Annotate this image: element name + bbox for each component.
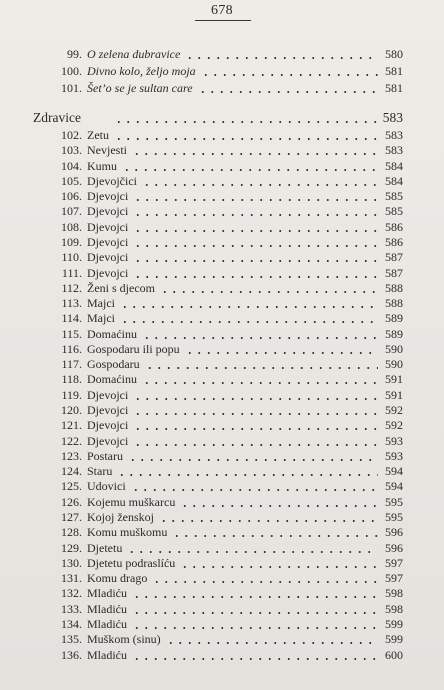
entry-number: 118.	[61, 372, 82, 387]
entry-title: Šet’o se je sultan care	[87, 81, 193, 95]
entry-page-number: 589	[385, 326, 403, 341]
entry-title: Domaćinu	[87, 372, 137, 387]
entry-number: 129.	[61, 540, 82, 555]
dot-leader	[120, 306, 378, 308]
entry-number: 126.	[61, 494, 82, 509]
dot-leader	[133, 199, 378, 201]
dot-leader	[198, 91, 378, 93]
dot-leader	[160, 291, 378, 293]
entry-title: Staru	[87, 464, 113, 479]
entry-number: 102.	[61, 128, 82, 142]
dot-leader	[142, 382, 378, 384]
dot-leader	[145, 367, 378, 369]
entry-title: Djevojci	[87, 433, 129, 448]
entry-title: Djevojčici	[87, 173, 137, 188]
entry-title: Mladiću	[87, 647, 127, 662]
dot-leader	[166, 642, 378, 644]
entry-page-number: 583	[385, 143, 403, 158]
toc-entry	[0, 46, 444, 63]
dot-leader	[172, 535, 378, 537]
entry-number: 124.	[61, 464, 82, 479]
entry-title: Djevojci	[87, 403, 129, 418]
entry-title: Kojoj ženskoj	[87, 510, 154, 524]
entry-number: 105.	[61, 173, 82, 188]
dot-leader	[133, 276, 378, 278]
entry-title: Mladiću	[87, 601, 127, 616]
dot-leader	[133, 245, 378, 247]
entry-title: Zetu	[87, 128, 109, 142]
entry-page-number: 594	[385, 464, 403, 479]
entry-number: 113.	[61, 296, 82, 311]
entry-number: 127.	[61, 510, 82, 524]
toc-entry	[0, 63, 444, 80]
toc-entry	[0, 80, 444, 97]
entry-number: 122.	[61, 433, 82, 448]
dot-leader	[117, 474, 378, 476]
entry-title: Djevojci	[87, 189, 129, 204]
dot-leader	[201, 74, 378, 76]
entry-number: 115.	[61, 326, 82, 341]
entry-title: Majci	[87, 296, 115, 311]
entry-page-number: 598	[385, 586, 403, 601]
entry-page-number: 586	[385, 219, 403, 234]
entry-page-number: 591	[385, 387, 403, 402]
entry-title: Kojemu muškarcu	[87, 494, 176, 509]
entry-title: Djetetu podraslíću	[87, 555, 176, 570]
page-number: 678	[211, 3, 233, 18]
entry-title: Djevojci	[87, 204, 129, 219]
entry-title: Djevojci	[87, 418, 129, 433]
dot-leader	[133, 230, 378, 232]
entry-page-number: 598	[385, 601, 403, 616]
entry-title: Postaru	[87, 448, 123, 463]
dot-leader	[133, 260, 378, 262]
entry-number: 117.	[61, 357, 82, 372]
dot-leader	[114, 138, 378, 140]
dot-leader	[142, 337, 378, 339]
dot-leader	[120, 321, 378, 323]
entry-title: Komu drago	[87, 571, 148, 586]
entry-number: 116.	[61, 341, 82, 356]
entry-page-number: 587	[385, 250, 403, 265]
entry-title: Djetetu	[87, 540, 123, 555]
entry-number: 108.	[61, 219, 82, 234]
entry-number: 133.	[61, 601, 82, 616]
entry-title: Djevojci	[87, 387, 129, 402]
dot-leader	[133, 214, 378, 216]
dot-leader	[131, 489, 378, 491]
entry-number: 132.	[61, 586, 82, 601]
dot-leader	[128, 459, 378, 461]
dot-leader	[132, 153, 378, 155]
entry-number: 131.	[61, 571, 82, 586]
entry-number: 134.	[61, 616, 82, 631]
entry-number: 119.	[61, 387, 82, 402]
entry-title: Mladiću	[87, 586, 127, 601]
entry-page-number: 593	[385, 448, 403, 463]
entry-page-number: 595	[385, 494, 403, 509]
dot-leader	[159, 520, 378, 522]
entry-page-number: 585	[385, 189, 403, 204]
entry-title: Djevojci	[87, 234, 129, 249]
entry-page-number: 590	[385, 341, 403, 356]
entry-page-number: 599	[385, 632, 403, 647]
entry-page-number: 583	[385, 128, 403, 142]
entry-page-number: 584	[385, 158, 403, 173]
entry-title: Domaćinu	[87, 326, 137, 341]
dot-leader	[185, 352, 378, 354]
dot-leader	[133, 428, 378, 430]
entry-title: Udovici	[87, 479, 126, 494]
entry-page-number: 594	[385, 479, 403, 494]
entry-page-number: 591	[385, 372, 403, 387]
entry-page-number: 597	[385, 555, 403, 570]
entry-number: 100.	[61, 64, 82, 78]
entry-title: Muškom (sinu)	[87, 632, 161, 647]
entry-page-number: 586	[385, 234, 403, 249]
section-title: Zdravice	[33, 110, 81, 125]
entry-number: 136.	[61, 647, 82, 662]
entry-title: Ženi s djecom	[87, 280, 155, 295]
dot-leader	[132, 627, 378, 629]
entry-title: Divno kolo, željo moja	[87, 64, 196, 78]
entry-page-number: 588	[385, 296, 403, 311]
toc-entry	[0, 647, 444, 664]
entry-page-number: 588	[385, 280, 403, 295]
entry-title: Gospodaru ili popu	[87, 341, 180, 356]
entry-number: 106.	[61, 189, 82, 204]
entry-number: 114.	[61, 311, 82, 326]
entry-number: 112.	[61, 280, 82, 295]
entry-page-number: 580	[385, 47, 403, 61]
dot-leader	[132, 596, 378, 598]
dot-leader	[133, 398, 378, 400]
dot-leader	[127, 551, 378, 553]
entry-title: Nevjesti	[87, 143, 127, 158]
entry-page-number: 592	[385, 403, 403, 418]
entry-page-number: 590	[385, 357, 403, 372]
dot-leader	[133, 413, 378, 415]
dot-leader	[152, 581, 378, 583]
entry-number: 125.	[61, 479, 82, 494]
entry-number: 101.	[61, 81, 82, 95]
entry-page-number: 593	[385, 433, 403, 448]
section-heading	[0, 109, 444, 127]
page-number-rule	[195, 20, 251, 21]
entry-page-number: 581	[385, 64, 403, 78]
dot-leader	[180, 566, 378, 568]
entry-page-number: 587	[385, 265, 403, 280]
dot-leader	[132, 658, 378, 660]
entry-page-number: 584	[385, 173, 403, 188]
dot-leader	[142, 184, 378, 186]
entry-number: 123.	[61, 448, 82, 463]
entry-page-number: 585	[385, 204, 403, 219]
entry-page-number: 595	[385, 510, 403, 524]
entry-number: 107.	[61, 204, 82, 219]
dot-leader	[114, 121, 377, 123]
dot-leader	[185, 57, 378, 59]
entry-number: 128.	[61, 525, 82, 540]
entry-title: Djevojci	[87, 219, 129, 234]
entry-title: Djevojci	[87, 250, 129, 265]
entry-page-number: 597	[385, 571, 403, 586]
entry-title: Djevojci	[87, 265, 129, 280]
entry-title: Gospodaru	[87, 357, 140, 372]
entry-number: 135.	[61, 632, 82, 647]
dot-leader	[133, 444, 378, 446]
entry-title: Majci	[87, 311, 115, 326]
entry-page-number: 599	[385, 616, 403, 631]
entry-page-number: 581	[385, 81, 403, 95]
entry-number: 110.	[61, 250, 82, 265]
entry-number: 111.	[61, 265, 82, 280]
entry-page-number: 589	[385, 311, 403, 326]
entry-title: Kumu	[87, 158, 117, 173]
entry-number: 120.	[61, 403, 82, 418]
dot-leader	[132, 612, 378, 614]
entry-title: Mladiću	[87, 616, 127, 631]
entry-page-number: 596	[385, 540, 403, 555]
dot-leader	[122, 169, 378, 171]
entry-number: 103.	[61, 143, 82, 158]
section-page-number: 583	[382, 110, 403, 125]
entry-page-number: 592	[385, 418, 403, 433]
entry-page-number: 596	[385, 525, 403, 540]
entry-number: 121.	[61, 418, 82, 433]
dot-leader	[180, 505, 378, 507]
entry-title: Komu muškomu	[87, 525, 168, 540]
entry-page-number: 600	[385, 647, 403, 662]
entry-number: 99.	[67, 47, 82, 61]
entry-number: 104.	[61, 158, 82, 173]
entry-number: 130.	[61, 555, 82, 570]
entry-number: 109.	[61, 234, 82, 249]
entry-title: O zelena dubravice	[87, 47, 181, 61]
